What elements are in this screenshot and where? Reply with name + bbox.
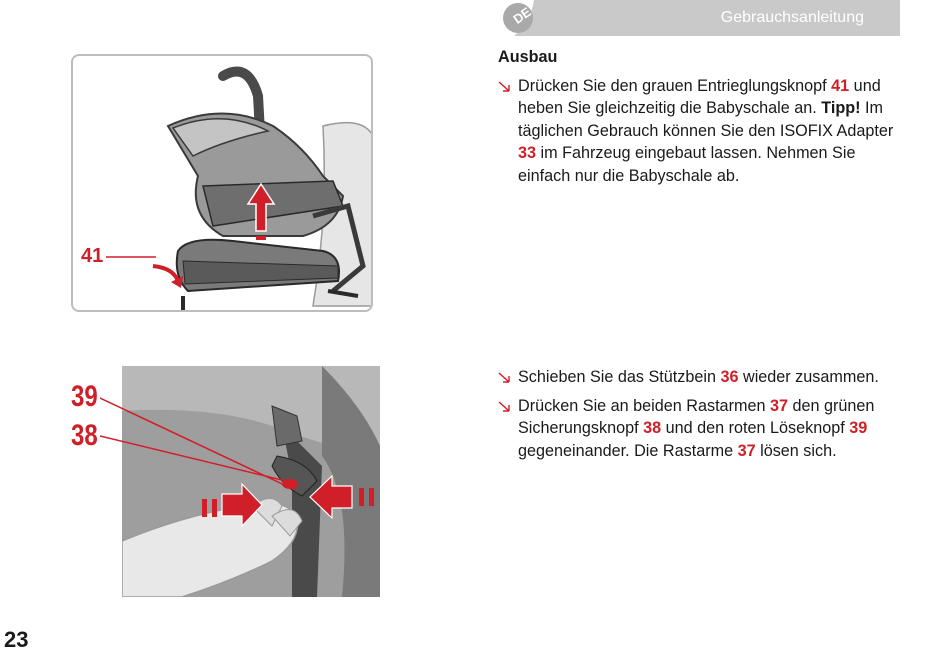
- ref-number: 37: [769, 396, 788, 415]
- callout-41: 41: [81, 245, 104, 267]
- callout-39: 39: [71, 380, 98, 413]
- ref-number: 38: [643, 419, 662, 438]
- section-heading: Ausbau: [498, 48, 558, 66]
- ref-number: 41: [831, 76, 850, 95]
- instruction-item: Drücken Sie den grauen Entrieglungsknopf 41 und heben Sie gleichzeitig die Babyschale an. Tipp! Im täglichen Gebrauch können Sie den ISOFIX Adapter 33 im Fahrzeug eingebaut lassen. Nehmen Sie einfach nur die Babyschale ab.: [498, 75, 898, 188]
- callout-41-line: [106, 253, 156, 261]
- instruction-item: Schieben Sie das Stützbein 36 wieder zusammen.: [498, 366, 898, 389]
- header-bar: [500, 0, 900, 36]
- ref-number: 36: [720, 368, 739, 386]
- language-code: DE: [510, 4, 534, 27]
- section-removal: [498, 46, 898, 194]
- instruction-item: Drücken Sie an beiden Rastarmen 37 den grünen Sicherungsknopf 38 und den roten Löseknopf 39 gegeneinander. Die Rastarme 37 lösen sich.: [498, 395, 898, 463]
- callout-38: 38: [71, 419, 98, 452]
- page-number: 23: [4, 627, 29, 652]
- hand-arrow-bullet-icon: [498, 401, 511, 413]
- hand-arrow-bullet-icon: [498, 372, 511, 384]
- hand-arrow-bullet-icon: [498, 81, 511, 93]
- section-support-leg: [498, 366, 898, 468]
- language-badge: [500, 0, 546, 36]
- ref-number: 39: [849, 419, 868, 438]
- tip-label: Tipp!: [821, 99, 861, 118]
- callout-39-38-lines: [100, 390, 310, 500]
- ref-number: 33: [518, 144, 537, 163]
- figure-seat-removal: [71, 54, 373, 312]
- header-title: Gebrauchsanleitung: [720, 9, 864, 26]
- ref-number: 37: [737, 441, 756, 460]
